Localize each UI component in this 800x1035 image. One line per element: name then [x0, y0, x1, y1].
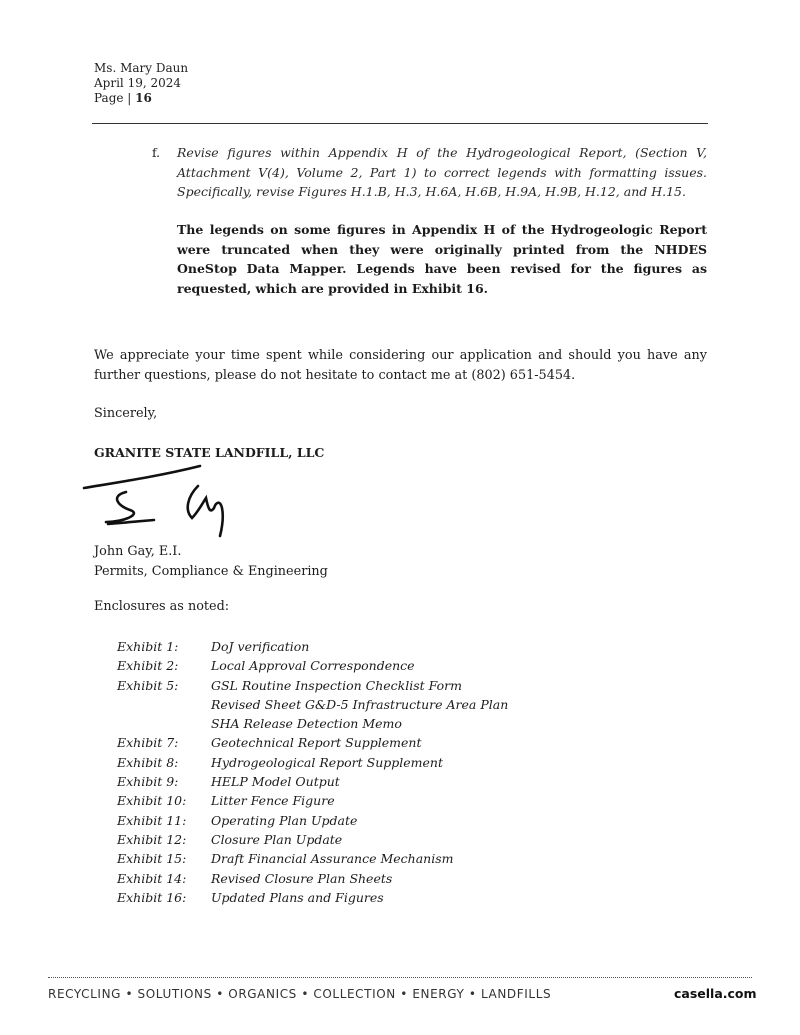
letter-header — [94, 61, 188, 106]
item-response: The legends on some figures in Appendix H of the Hydrogeologic Report were truncated when they were originally printed from the NHDES OneStop Data Mapper. Legends have been revised for the figures as requested, which are provided in Exhibit 16. — [177, 222, 707, 296]
signer-name: John Gay, E.I. — [94, 544, 182, 559]
page-indicator — [94, 91, 188, 106]
exhibit-label: Exhibit 1: — [117, 639, 179, 654]
page-number: 16 — [135, 91, 152, 105]
exhibit-row — [117, 849, 508, 868]
signer-title: Permits, Compliance & Engineering — [94, 564, 328, 579]
exhibit-label: Exhibit 9: — [117, 774, 179, 790]
header-divider — [92, 123, 708, 124]
item-letter: f. — [152, 145, 161, 160]
page-label: Page | — [94, 91, 132, 105]
closing-paragraph: We appreciate your time spent while considering our application and should you have any further questions, please do not hesitate to contact me at (802) 651-5454. — [94, 348, 707, 383]
exhibit-label: Exhibit 15: — [117, 851, 187, 867]
handwritten-signature-icon — [80, 462, 240, 542]
enclosures-label: Enclosures as noted: — [94, 599, 230, 614]
exhibit-label: Exhibit 8: — [117, 754, 179, 770]
exhibit-list — [117, 637, 508, 907]
exhibit-label: Exhibit 7: — [117, 735, 179, 751]
exhibit-row — [117, 695, 508, 714]
exhibit-label: Exhibit 16: — [117, 889, 187, 905]
exhibit-title: Revised Closure Plan Sheets — [211, 870, 393, 886]
sign-off: Sincerely, — [94, 406, 158, 421]
signer-block — [94, 542, 328, 582]
exhibit-row — [117, 656, 508, 675]
exhibit-title: Geotechnical Report Supplement — [211, 735, 422, 751]
recipient-name: Ms. Mary Daun — [94, 61, 189, 75]
exhibit-title: Revised Sheet G&D-5 Infrastructure Area Plan — [211, 696, 509, 712]
exhibit-row — [117, 791, 508, 810]
exhibit-title: Draft Financial Assurance Mechanism — [211, 851, 454, 867]
item-request: Revise figures within Appendix H of the Hydrogeological Report, (Section V, Attachment V(4), Volume 2, Part 1) to correct legends with formatting issues. Specifically, revise Figures H.1.B, H.3, H.6A, H.6B, H.9A, H.9B, H.12, and H.15. — [177, 145, 707, 199]
exhibit-title: Updated Plans and Figures — [211, 889, 384, 905]
exhibit-title: HELP Model Output — [211, 774, 340, 790]
exhibit-label: Exhibit 5: — [117, 677, 179, 693]
exhibit-label: Exhibit 11: — [117, 812, 187, 828]
exhibit-label: Exhibit 10: — [117, 793, 187, 809]
exhibit-row — [117, 811, 508, 830]
exhibit-label: Exhibit 2: — [117, 658, 179, 674]
exhibit-title: Operating Plan Update — [211, 812, 358, 828]
exhibit-row — [117, 637, 508, 656]
exhibit-title: SHA Release Detection Memo — [211, 716, 402, 732]
company-name: GRANITE STATE LANDFILL, LLC — [94, 445, 325, 460]
footer-divider — [48, 977, 752, 978]
exhibit-row — [117, 676, 508, 695]
exhibit-row — [117, 772, 508, 791]
exhibit-row — [117, 830, 508, 849]
exhibit-title: DoJ verification — [211, 639, 310, 654]
exhibit-row — [117, 888, 508, 907]
exhibit-row — [117, 714, 508, 733]
letter-date: April 19, 2024 — [94, 76, 182, 90]
exhibit-row — [117, 753, 508, 772]
exhibit-title: Closure Plan Update — [211, 831, 343, 847]
exhibit-title: Hydrogeological Report Supplement — [211, 754, 443, 770]
exhibit-row — [117, 869, 508, 888]
footer-website-link[interactable]: casella.com — [674, 986, 757, 1001]
exhibit-title: GSL Routine Inspection Checklist Form — [211, 677, 462, 693]
exhibit-title: Litter Fence Figure — [211, 793, 335, 809]
exhibit-label: Exhibit 14: — [117, 870, 187, 886]
exhibit-title: Local Approval Correspondence — [211, 658, 415, 674]
exhibit-row — [117, 733, 508, 752]
footer-tagline: RECYCLING • SOLUTIONS • ORGANICS • COLLECTION • ENERGY • LANDFILLS — [48, 987, 552, 1001]
exhibit-label: Exhibit 12: — [117, 831, 187, 847]
